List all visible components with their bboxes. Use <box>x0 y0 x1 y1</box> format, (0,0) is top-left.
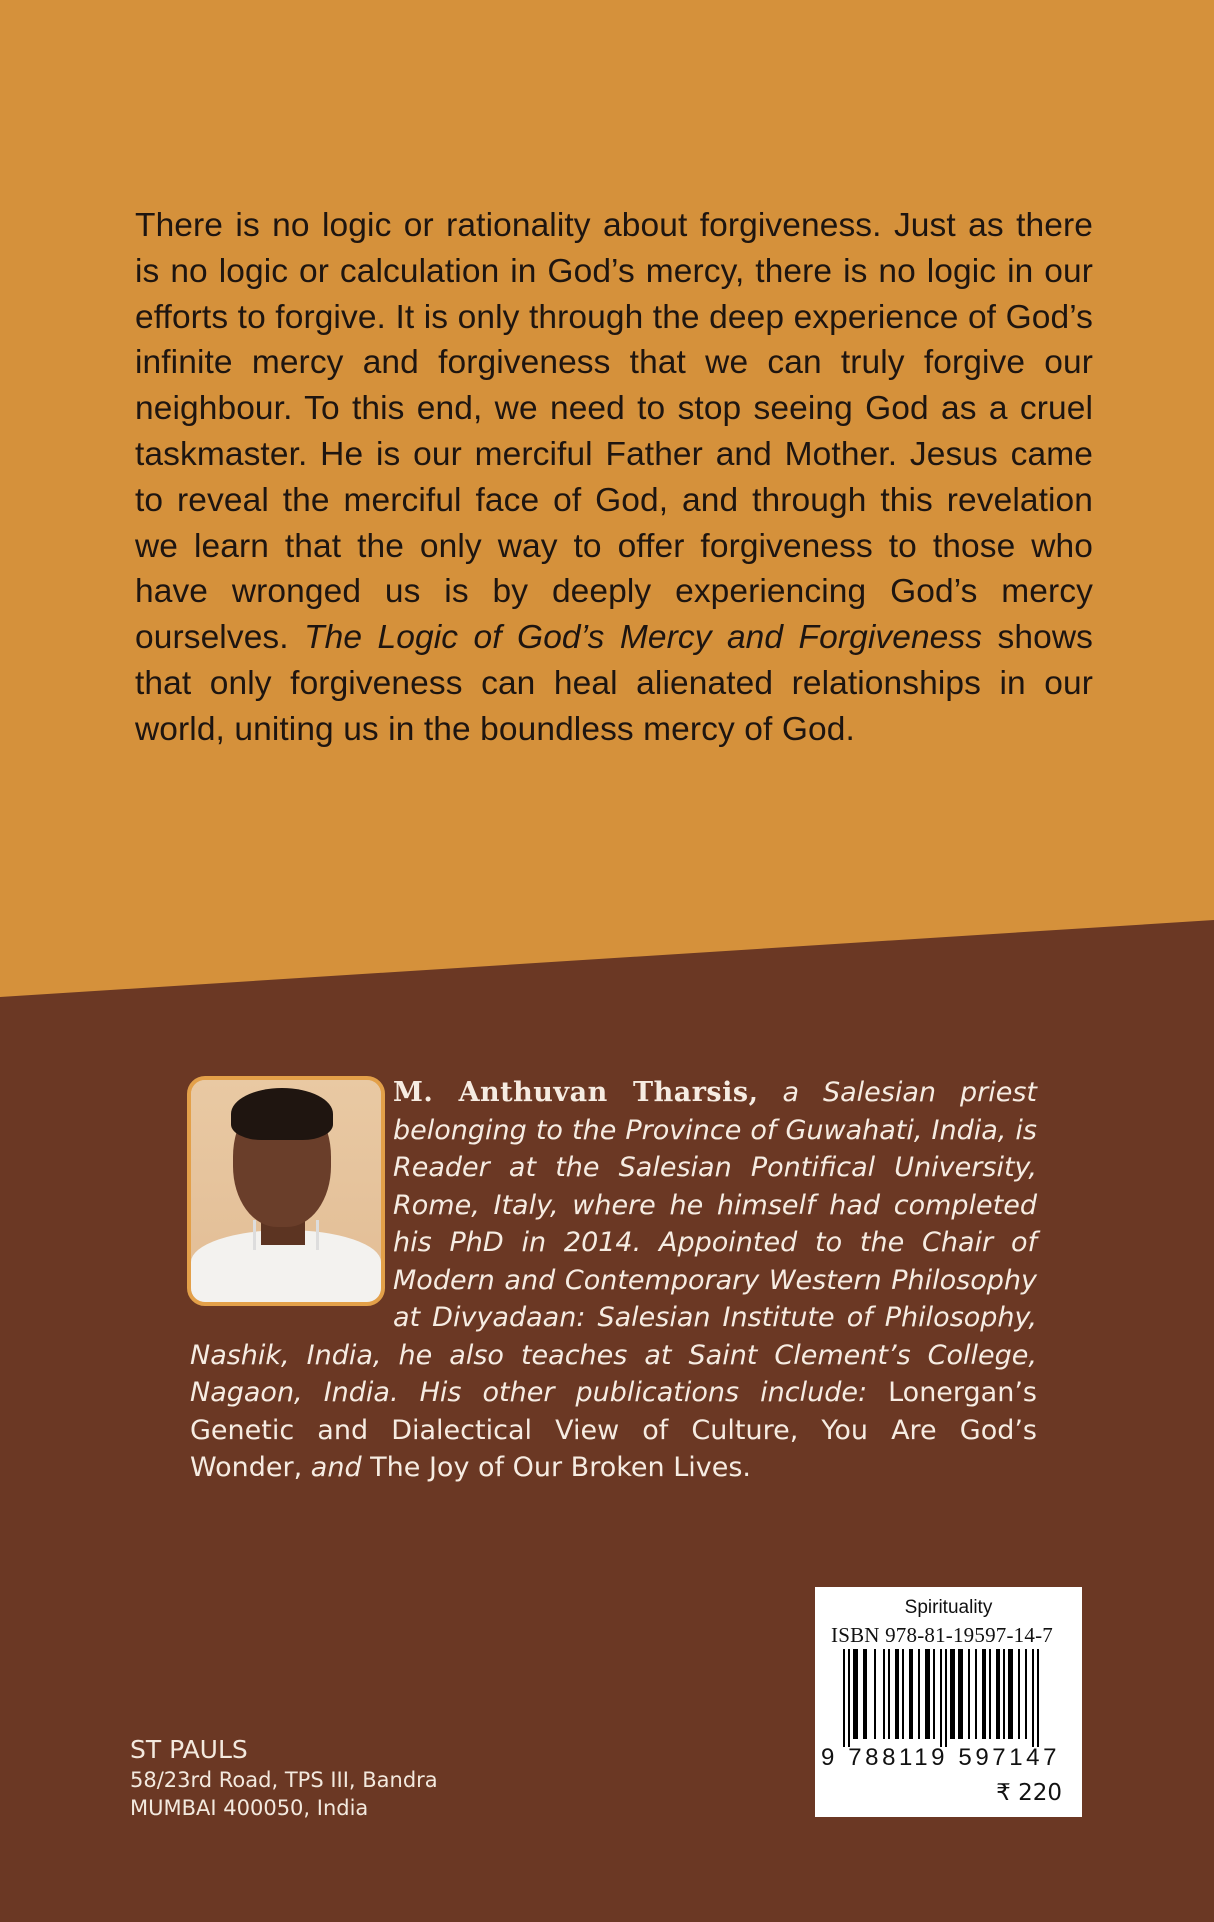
publisher-address-line2: MUMBAI 400050, India <box>130 1796 369 1820</box>
publication-2: You Are God’s Wonder, <box>190 1414 1038 1483</box>
blurb-text-part1: There is no logic or rationality about forgiveness. Just as there is no logic or calculation in God’s mercy, there is no logic in our efforts to forgive. It is only through the deep experience of God’s infinite mercy and forgiveness that we can truly forgive our neighbour. To this end, we need to stop seeing God as a cruel taskmaster. He is our merciful Father and Mother. Jesus came to reveal the merciful face of God, and through this revelation we learn that the only way to offer forgiveness to those who have wronged us is by deeply experiencing God’s mercy ourselves. <box>135 207 1093 657</box>
isbn-text: ISBN 978-81-19597-14-7 <box>831 1623 1053 1647</box>
price: ₹ 220 <box>996 1780 1062 1806</box>
author-bio-text: a Salesian priest belonging to the Province of Guwahati, India, is Reader at the Salesian Pontifical University, Rome, Italy, where he himself had completed his PhD in 2014. Appointed to the Chair of Modern and Contemporary Western Philosophy at Divyadaan: Salesian Institute of Philosophy, Nashik, India, he also teaches at Saint Clement’s College, Nagaon, India. His other publications include: <box>190 1077 1037 1408</box>
barcode-category: Spirituality <box>904 1597 993 1618</box>
blurb-text-part2: shows that only forgiveness can heal alienated relationships in our world, uniting us in the boundless mercy of God. <box>135 619 1093 748</box>
publication-3: The Joy of Our Broken Lives. <box>370 1452 751 1483</box>
publisher-info <box>130 1734 438 1822</box>
author-bio <box>190 1074 1037 1487</box>
author-name: M. Anthuvan Tharsis, <box>393 1077 759 1108</box>
barcode-label <box>815 1587 1082 1817</box>
blurb-book-title: The Logic of God’s Mercy and Forgiveness <box>304 619 983 657</box>
publication-1: Lonergan’s Genetic and Dialectical View of Culture, <box>190 1377 1037 1446</box>
publisher-name: ST PAULS <box>130 1735 248 1764</box>
barcode-number: 9 788119 597147 <box>821 1744 1061 1771</box>
publisher-address-line1: 58/23rd Road, TPS III, Bandra <box>130 1768 438 1792</box>
bio-and: and <box>310 1452 362 1483</box>
back-cover-blurb <box>135 203 1093 753</box>
barcode-bars-icon <box>841 1649 1071 1744</box>
